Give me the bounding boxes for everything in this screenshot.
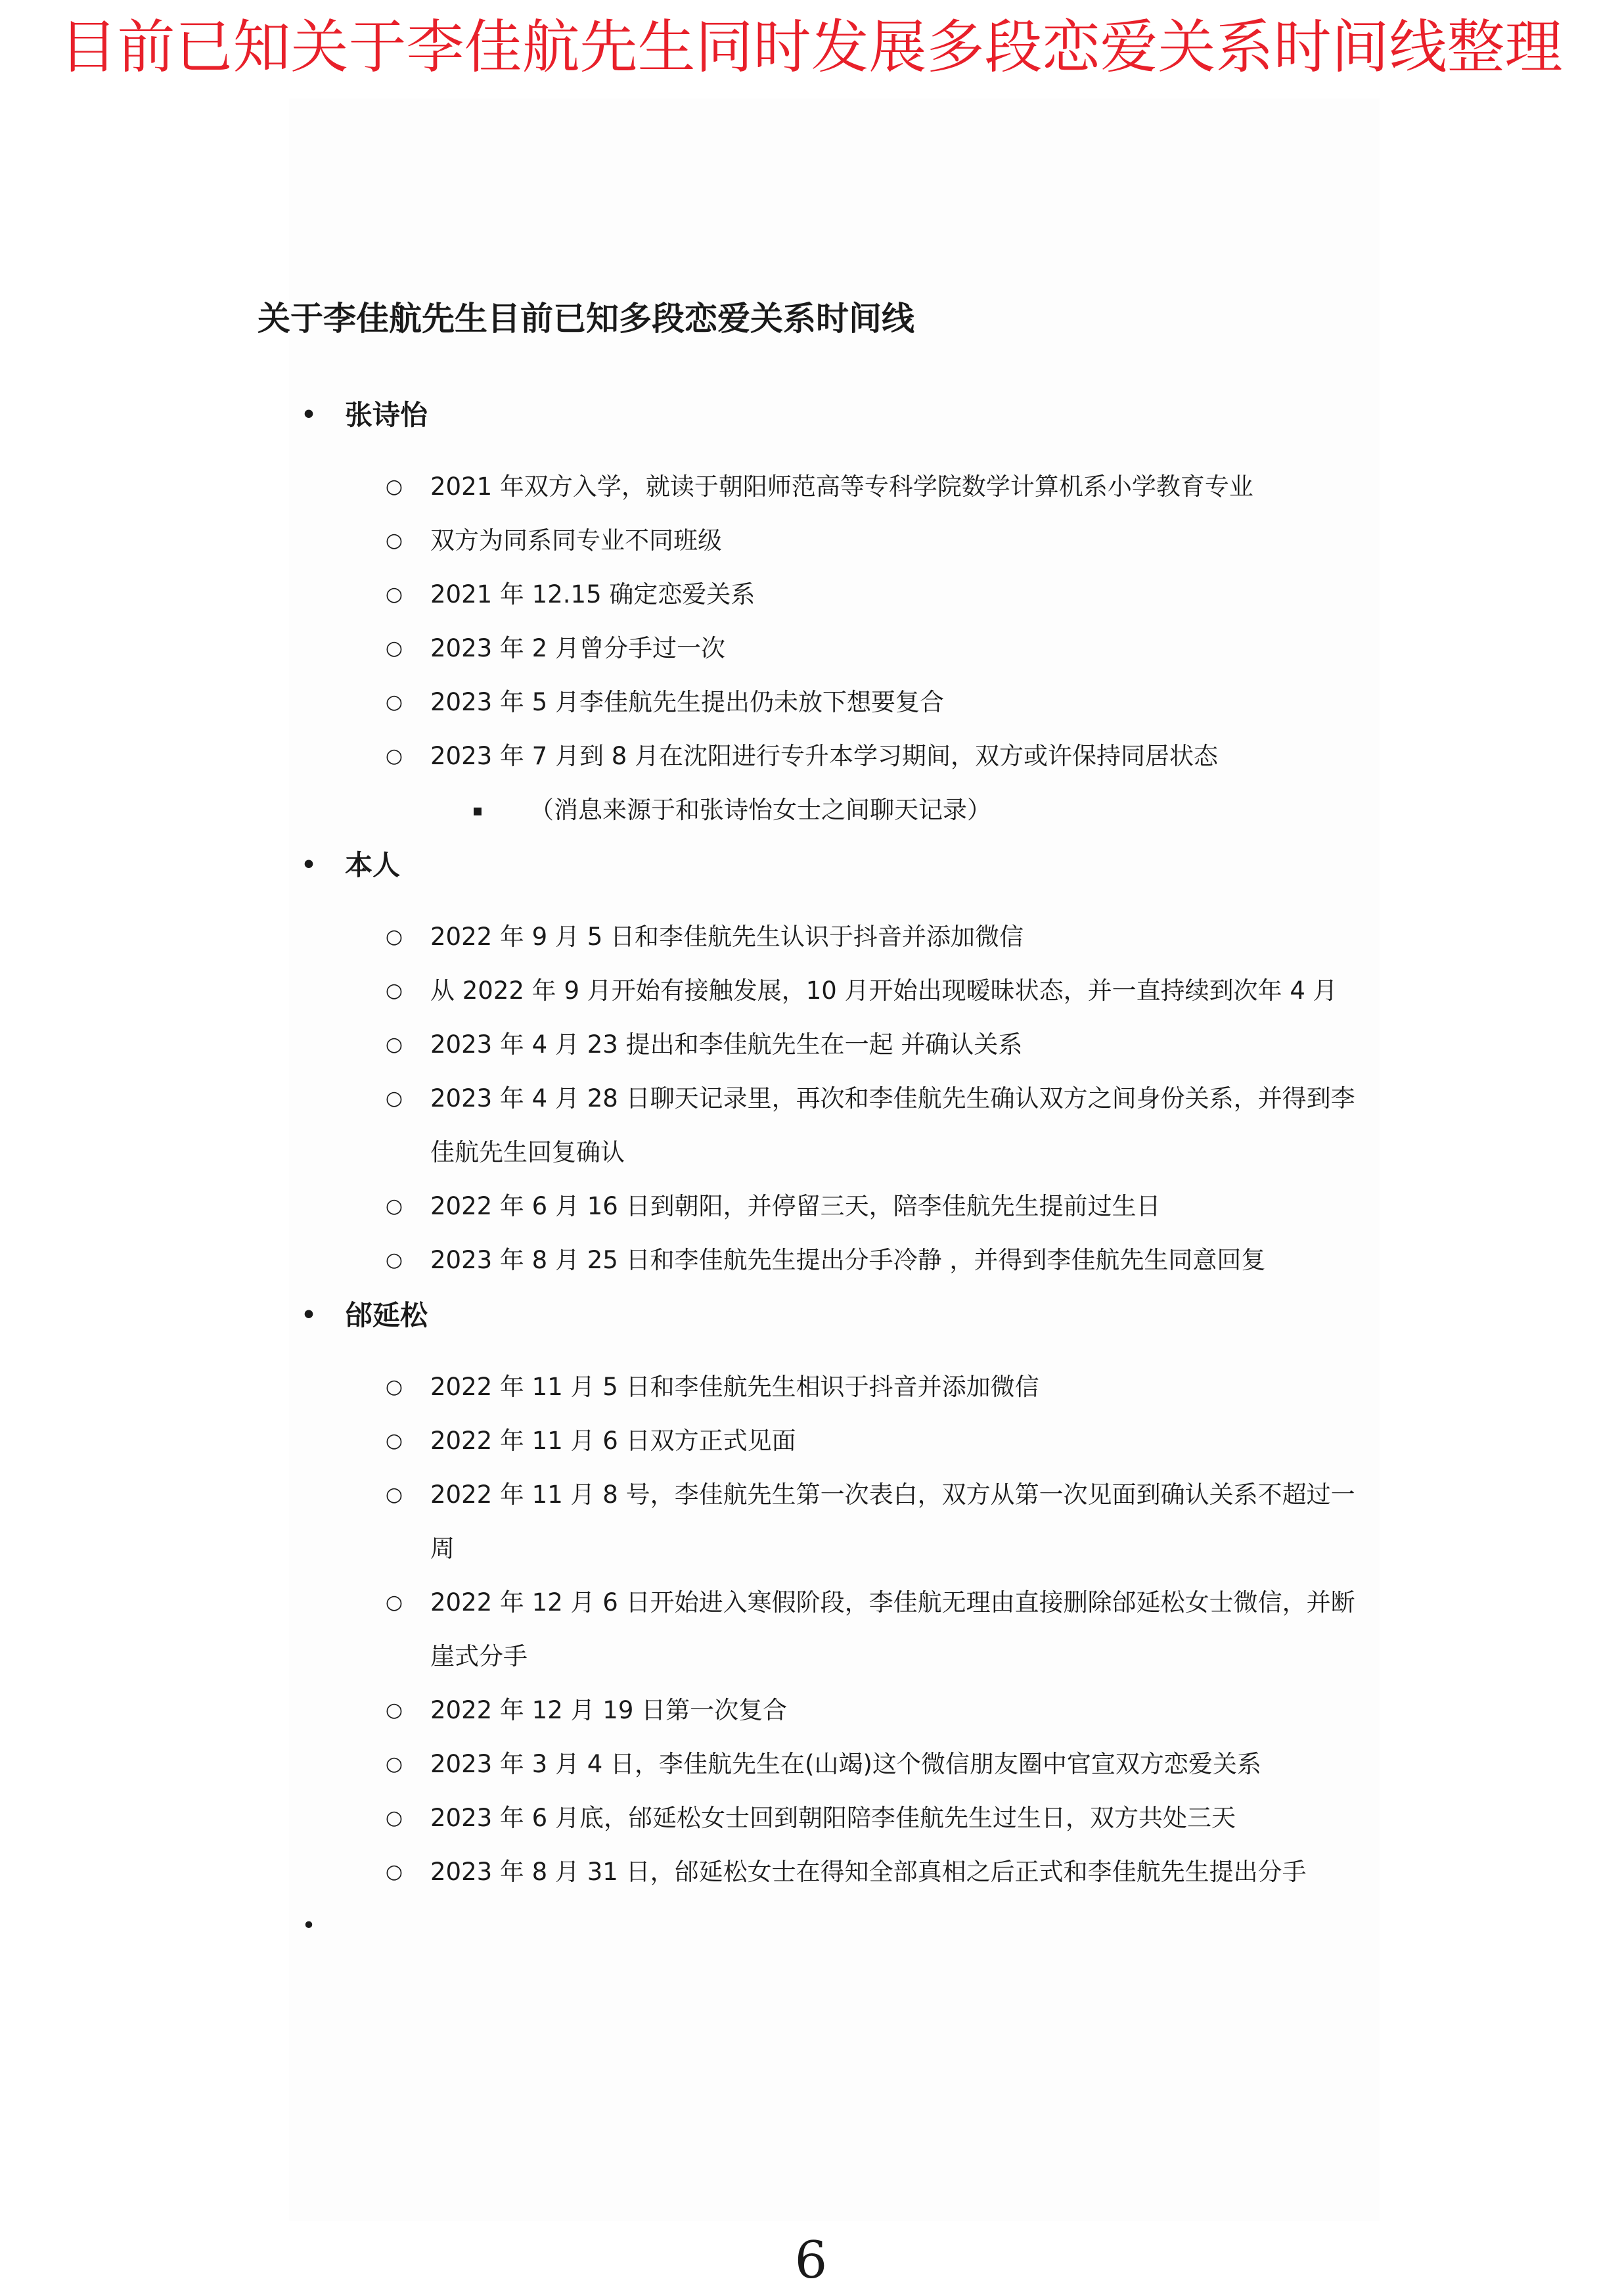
circle-bullet-icon: ○ [385,745,403,768]
circle-bullet-icon: ○ [385,691,403,714]
list-item-text: 2023 年 6 月底，邰延松女士回到朝阳陪李佳航先生过生日，双方共处三天 [430,1804,1236,1832]
circle-bullet-icon: ○ [385,1483,403,1506]
list-item-text: 崖式分手 [430,1642,528,1670]
list-item-text: 佳航先生回复确认 [430,1138,625,1166]
list-item-text: 2021 年 12.15 确定恋爱关系 [430,580,755,608]
list-item-text: 2023 年 3 月 4 日，李佳航先生在(山竭)这个微信朋友圈中官宣双方恋爱关系 [430,1750,1261,1778]
source-note-text: （消息来源于和张诗怡女士之间聊天记录） [529,796,991,824]
circle-bullet-icon: ○ [385,1087,403,1110]
list-item-text: 2023 年 2 月曾分手过一次 [430,634,725,662]
list-item-text: 2023 年 8 月 25 日和李佳航先生提出分手冷静 ，并得到李佳航先生同意回复 [430,1246,1266,1274]
list-item-text: 2023 年 5 月李佳航先生提出仍未放下想要复合 [430,688,944,716]
circle-bullet-icon: ○ [385,1806,403,1829]
list-item-text: 2023 年 4 月 23 提出和李佳航先生在一起 并确认关系 [430,1030,1023,1059]
list-item-text: 2022 年 11 月 8 号，李佳航先生第一次表白，双方从第一次见面到确认关系不超过一 [430,1481,1355,1509]
bullet-glyph: • [301,402,317,428]
circle-bullet-icon: ○ [385,1591,403,1614]
circle-bullet-icon: ○ [385,1753,403,1776]
circle-bullet-icon: ○ [385,529,403,552]
list-item-text: 2022 年 9 月 5 日和李佳航先生认识于抖音并添加微信 [430,923,1024,951]
bullet-glyph: • [301,1302,317,1329]
list-item-text: 2022 年 12 月 6 日开始进入寒假阶段，李佳航无理由直接删除邰延松女士微信，并断 [430,1588,1355,1617]
circle-bullet-icon: ○ [385,979,403,1002]
list-item-text: 从 2022 年 9 月开始有接触发展，10 月开始出现暧昧状态，并一直持续到次年 4 月 [430,976,1338,1005]
list-item-text: 2022 年 11 月 6 日双方正式见面 [430,1427,796,1455]
list-item-text: 2022 年 11 月 5 日和李佳航先生相识于抖音并添加微信 [430,1373,1039,1401]
list-item-text: 2022 年 12 月 19 日第一次复合 [430,1696,788,1724]
circle-bullet-icon: ○ [385,1195,403,1218]
list-item-text: 2023 年 7 月到 8 月在沈阳进行专升本学习期间，双方或许保持同居状态 [430,742,1219,770]
page-number: 6 [794,2231,828,2290]
circle-bullet-icon: ○ [385,637,403,660]
list-item-text: 双方为同系同专业不同班级 [430,526,722,555]
empty-bullet: • [302,1912,316,1939]
list-item-text: 2021 年双方入学，就读于朝阳师范高等专科学院数学计算机系小学教育专业 [430,472,1253,501]
circle-bullet-icon: ○ [385,925,403,948]
list-item-text: 周 [430,1534,455,1563]
list-item-text: 2023 年 8 月 31 日，邰延松女士在得知全部真相之后正式和李佳航先生提出分手 [430,1858,1307,1886]
section-name: 张诗怡 [345,399,428,431]
section-name: 本人 [345,849,401,881]
list-item-text: 2023 年 4 月 28 日聊天记录里，再次和李佳航先生确认双方之间身份关系，并得到李 [430,1084,1355,1113]
circle-bullet-icon: ○ [385,1249,403,1272]
list-item-text: 2022 年 6 月 16 日到朝阳，并停留三天，陪李佳航先生提前过生日 [430,1192,1161,1220]
circle-bullet-icon: ○ [385,1699,403,1722]
square-bullet-icon: ▪ [472,801,484,819]
circle-bullet-icon: ○ [385,475,403,498]
circle-bullet-icon: ○ [385,1860,403,1883]
document-title: 关于李佳航先生目前已知多段恋爱关系时间线 [258,300,914,338]
section-name: 邰延松 [345,1299,428,1331]
banner-title: 目前已知关于李佳航先生同时发展多段恋爱关系时间线整理 [59,13,1563,81]
circle-bullet-icon: ○ [385,1375,403,1398]
circle-bullet-icon: ○ [385,1033,403,1056]
circle-bullet-icon: ○ [385,583,403,606]
bullet-glyph: • [301,852,317,879]
circle-bullet-icon: ○ [385,1429,403,1452]
